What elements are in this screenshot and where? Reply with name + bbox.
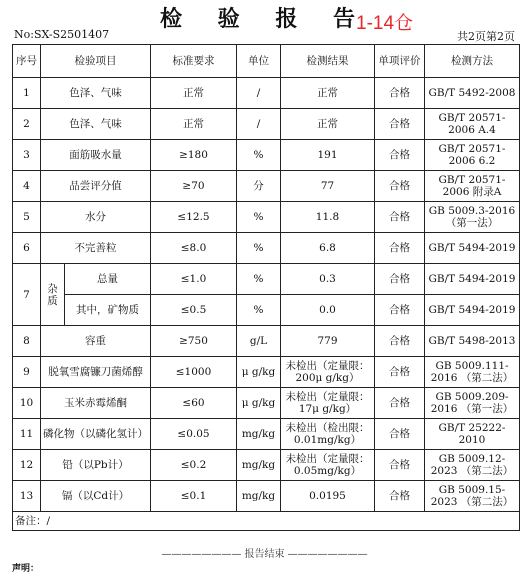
row-requirement: ≤1.0 bbox=[151, 264, 237, 295]
row-result: 0.0 bbox=[281, 295, 375, 326]
row-unit: μ g/kg bbox=[237, 357, 281, 388]
row-no: 6 bbox=[13, 233, 41, 264]
row-unit: 分 bbox=[237, 171, 281, 202]
row-unit: mg/kg bbox=[237, 481, 281, 512]
row-method: GB/T 5494-2019 bbox=[425, 264, 520, 295]
row-evaluation: 合格 bbox=[375, 481, 425, 512]
page-info: 共2页第2页 bbox=[457, 30, 515, 43]
row-item: 品尝评分值 bbox=[41, 171, 151, 202]
row-unit: % bbox=[237, 295, 281, 326]
row-no: 1 bbox=[13, 78, 41, 109]
table-row bbox=[13, 171, 520, 202]
table-row bbox=[13, 233, 520, 264]
table-row bbox=[13, 419, 520, 450]
table-row bbox=[13, 357, 520, 388]
row-requirement: 正常 bbox=[151, 109, 237, 140]
table-row bbox=[13, 202, 520, 233]
table-row bbox=[13, 388, 520, 419]
inspection-table bbox=[12, 44, 520, 531]
row-evaluation: 合格 bbox=[375, 264, 425, 295]
row-item: 面筋吸水量 bbox=[41, 140, 151, 171]
row-evaluation: 合格 bbox=[375, 326, 425, 357]
row-result: 未检出（定量限：0.05mg/kg） bbox=[281, 450, 375, 481]
row-unit: / bbox=[237, 109, 281, 140]
row-unit: % bbox=[237, 140, 281, 171]
row-unit: / bbox=[237, 78, 281, 109]
row-method: GB/T 5494-2019 bbox=[425, 233, 520, 264]
row-result: 0.0195 bbox=[281, 481, 375, 512]
row-item: 脱氧雪腐镰刀菌烯醇 bbox=[41, 357, 151, 388]
table-row bbox=[13, 295, 520, 326]
table-row bbox=[13, 264, 520, 295]
row-evaluation: 合格 bbox=[375, 388, 425, 419]
row-item: 玉米赤霉烯酮 bbox=[41, 388, 151, 419]
header-result: 检测结果 bbox=[281, 45, 375, 78]
row-result: 未检出（检出限：0.01mg/kg） bbox=[281, 419, 375, 450]
row-no: 2 bbox=[13, 109, 41, 140]
row-requirement: ≤60 bbox=[151, 388, 237, 419]
row-result: 77 bbox=[281, 171, 375, 202]
row-no: 4 bbox=[13, 171, 41, 202]
statement-label: 声明： bbox=[12, 564, 40, 574]
row-requirement: ≤0.1 bbox=[151, 481, 237, 512]
table-row bbox=[13, 109, 520, 140]
row-evaluation: 合格 bbox=[375, 78, 425, 109]
table-row bbox=[13, 78, 520, 109]
row-requirement: ≤1000 bbox=[151, 357, 237, 388]
table-row bbox=[13, 326, 520, 357]
row-result: 未检出（定量限：17μ g/kg） bbox=[281, 388, 375, 419]
header-evaluation: 单项评价 bbox=[375, 45, 425, 78]
report-end-line: ———————— 报告结束 ———————— bbox=[161, 549, 368, 560]
row-requirement: ≥70 bbox=[151, 171, 237, 202]
row-evaluation: 合格 bbox=[375, 202, 425, 233]
row-method: GB 5009.111-2016 （第二法） bbox=[425, 357, 520, 388]
table-header-row bbox=[13, 45, 520, 78]
row-requirement: ≥750 bbox=[151, 326, 237, 357]
row-requirement: 正常 bbox=[151, 78, 237, 109]
row-item: 容重 bbox=[41, 326, 151, 357]
row-requirement: ≤8.0 bbox=[151, 233, 237, 264]
row-requirement: ≤0.05 bbox=[151, 419, 237, 450]
row-method: GB/T 20571-2006 6.2 bbox=[425, 140, 520, 171]
row-result: 0.3 bbox=[281, 264, 375, 295]
warehouse-stamp: 1-14仓 bbox=[356, 13, 414, 34]
report-title: 检 验 报 告 bbox=[160, 6, 369, 32]
row-item: 铅（以Pb计） bbox=[41, 450, 151, 481]
remark-row bbox=[13, 512, 520, 531]
remark-text: 备注：/ bbox=[13, 512, 520, 531]
row-no: 10 bbox=[13, 388, 41, 419]
row-group: 杂质 bbox=[41, 264, 65, 326]
row-item: 磷化物（以磷化氢计） bbox=[41, 419, 151, 450]
row-unit: % bbox=[237, 233, 281, 264]
row-requirement: ≤0.5 bbox=[151, 295, 237, 326]
row-method: GB 5009.209-2016 （第一法） bbox=[425, 388, 520, 419]
row-unit: μ g/kg bbox=[237, 388, 281, 419]
row-evaluation: 合格 bbox=[375, 295, 425, 326]
row-result: 未检出（定量限：200μ g/kg） bbox=[281, 357, 375, 388]
row-no: 7 bbox=[13, 264, 41, 326]
row-item: 水分 bbox=[41, 202, 151, 233]
row-no: 3 bbox=[13, 140, 41, 171]
row-item: 镉（以Cd计） bbox=[41, 481, 151, 512]
row-evaluation: 合格 bbox=[375, 450, 425, 481]
row-requirement: ≤0.2 bbox=[151, 450, 237, 481]
row-method: GB/T 5492-2008 bbox=[425, 78, 520, 109]
row-method: GB/T 20571-2006 附录A bbox=[425, 171, 520, 202]
row-unit: % bbox=[237, 202, 281, 233]
header-requirement: 标准要求 bbox=[151, 45, 237, 78]
row-item: 色泽、气味 bbox=[41, 109, 151, 140]
row-result: 正常 bbox=[281, 109, 375, 140]
row-result: 191 bbox=[281, 140, 375, 171]
row-no: 11 bbox=[13, 419, 41, 450]
report-number: No:SX-S2501407 bbox=[14, 28, 110, 41]
row-no: 13 bbox=[13, 481, 41, 512]
row-evaluation: 合格 bbox=[375, 357, 425, 388]
row-evaluation: 合格 bbox=[375, 233, 425, 264]
row-evaluation: 合格 bbox=[375, 109, 425, 140]
row-no: 9 bbox=[13, 357, 41, 388]
row-method: GB 5009.3-2016 （第一法） bbox=[425, 202, 520, 233]
row-unit: mg/kg bbox=[237, 419, 281, 450]
row-evaluation: 合格 bbox=[375, 419, 425, 450]
row-unit: % bbox=[237, 264, 281, 295]
header-method: 检测方法 bbox=[425, 45, 520, 78]
row-unit: g/L bbox=[237, 326, 281, 357]
row-item: 总量 bbox=[65, 264, 151, 295]
row-unit: mg/kg bbox=[237, 450, 281, 481]
row-result: 779 bbox=[281, 326, 375, 357]
row-evaluation: 合格 bbox=[375, 140, 425, 171]
row-item: 不完善粒 bbox=[41, 233, 151, 264]
row-no: 5 bbox=[13, 202, 41, 233]
row-requirement: ≥180 bbox=[151, 140, 237, 171]
row-no: 8 bbox=[13, 326, 41, 357]
row-method: GB/T 5498-2013 bbox=[425, 326, 520, 357]
row-method: GB/T 20571-2006 A.4 bbox=[425, 109, 520, 140]
table-row bbox=[13, 450, 520, 481]
row-result: 6.8 bbox=[281, 233, 375, 264]
row-no: 12 bbox=[13, 450, 41, 481]
header-unit: 单位 bbox=[237, 45, 281, 78]
row-item: 色泽、气味 bbox=[41, 78, 151, 109]
row-method: GB 5009.12-2023 （第二法） bbox=[425, 450, 520, 481]
row-method: GB/T 5494-2019 bbox=[425, 295, 520, 326]
row-requirement: ≤12.5 bbox=[151, 202, 237, 233]
row-result: 正常 bbox=[281, 78, 375, 109]
header-item: 检验项目 bbox=[41, 45, 151, 78]
table-row bbox=[13, 140, 520, 171]
row-evaluation: 合格 bbox=[375, 171, 425, 202]
row-method: GB 5009.15-2023 （第二法） bbox=[425, 481, 520, 512]
row-method: GB/T 25222-2010 bbox=[425, 419, 520, 450]
header-no: 序号 bbox=[13, 45, 41, 78]
row-item: 其中，矿物质 bbox=[65, 295, 151, 326]
row-result: 11.8 bbox=[281, 202, 375, 233]
table-row bbox=[13, 481, 520, 512]
